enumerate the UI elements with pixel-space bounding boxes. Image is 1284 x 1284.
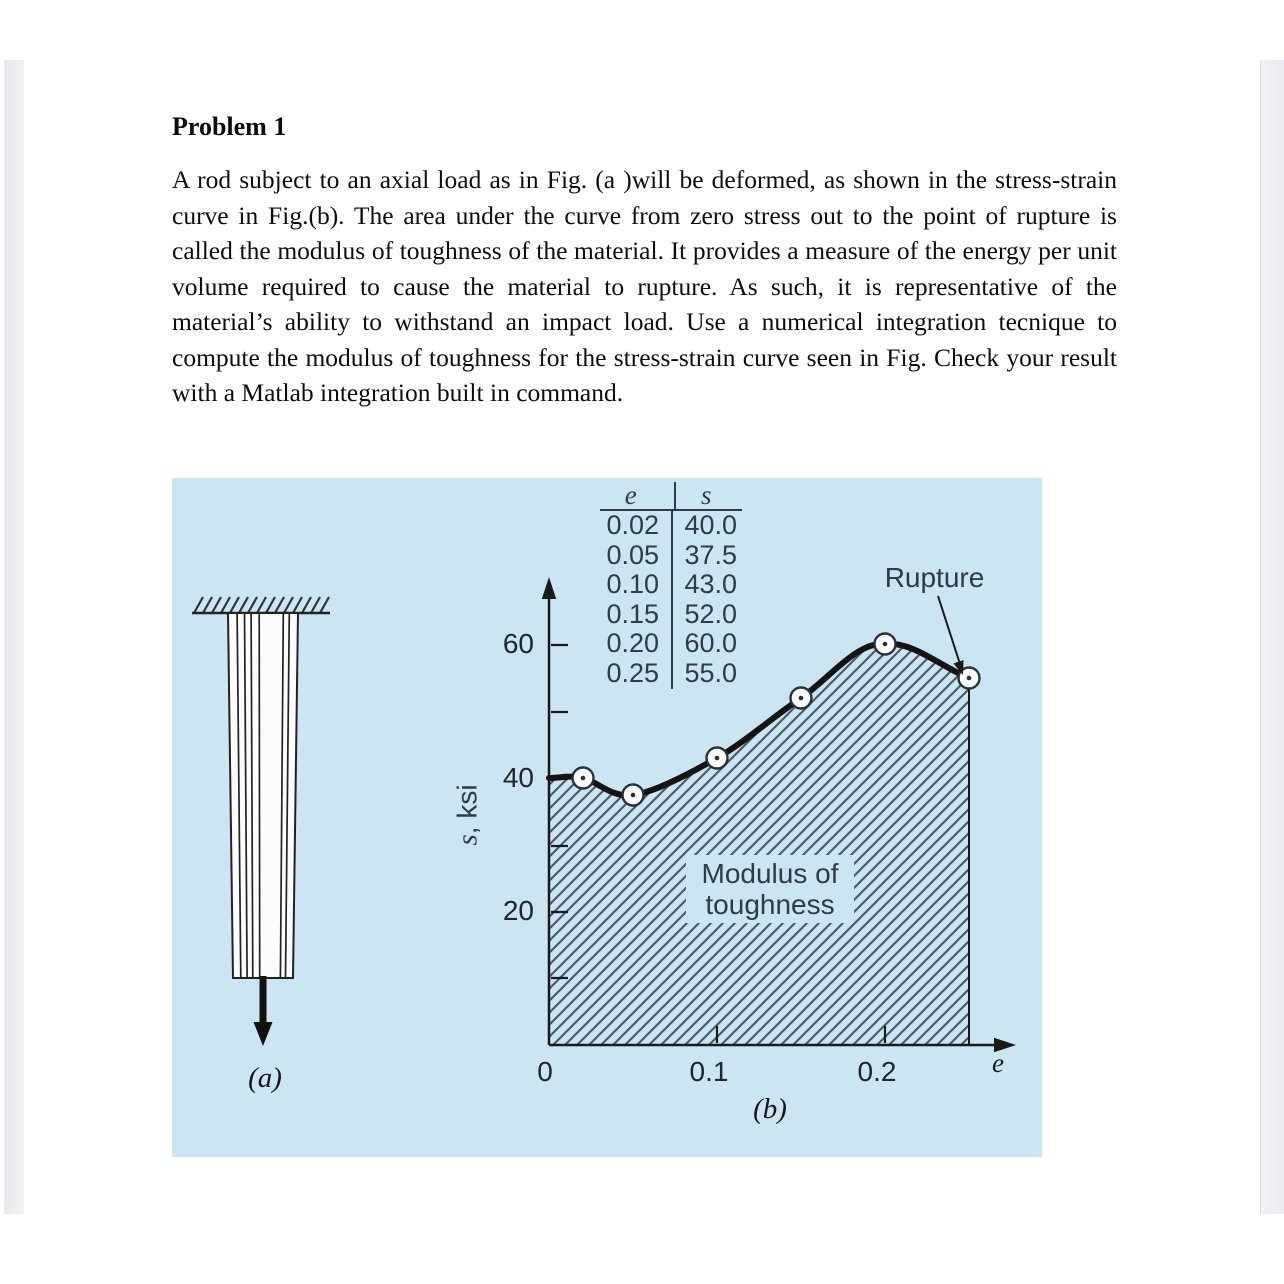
rod-diagram [192,597,330,1046]
figure-panel [172,478,1042,1157]
cell-e: 0.05 [606,539,659,570]
y-tick-label-20: 20 [502,895,534,926]
modulus-of-toughness-area [549,644,969,1045]
table-row [600,570,742,600]
cell-e: 0.25 [606,657,659,688]
cell-s: 55.0 [671,658,742,689]
rupture-label: Rupture [884,562,985,593]
table-row [600,659,742,689]
cell-s: 37.5 [671,540,742,571]
x-tick-label-0: 0 [537,1056,553,1087]
problem-statement: A rod subject to an axial load as in Fig. (a )will be deformed, as shown in the stress-strain curve in Fig.(b). The area under the curve from zero stress out to the point of rupture is called the modulus of toughness of the material. It provides a measure of the energy per unit volume required to cause the material to rupture. As such, it is representative of the material’s ability to withstand an impact load. Use a numerical integration tecnique to compute the modulus of toughness for the stress-strain curve seen in Fig. Check your result with a Matlab integration built in command. [172,165,1117,407]
cell-e: 0.20 [606,628,659,659]
cell-s: 43.0 [671,569,742,600]
axial-load-arrow [254,976,273,1046]
cell-e: 0.02 [606,510,659,541]
modulus-label-line2: toughness [705,889,835,920]
y-tick-label-60: 60 [502,628,534,659]
ceiling-hatch [194,597,329,613]
table-header-e: e [624,480,637,510]
table-row [600,600,742,630]
cell-s: 52.0 [671,599,742,630]
x-axis-label: e [992,1048,1004,1078]
problem-title: Problem 1 [172,112,287,141]
table-row [600,541,742,571]
x-tick-label-0.2: 0.2 [857,1056,897,1087]
modulus-of-toughness-label [686,855,854,923]
page-left-edge-shadow [4,60,24,1214]
cell-e: 0.10 [606,569,659,600]
cell-s: 40.0 [671,510,742,541]
table-header-row [600,480,742,511]
y-tick-label-40: 40 [502,762,534,793]
table-header-s: s [674,482,743,509]
page-right-edge-shadow [1260,60,1284,1214]
cell-e: 0.15 [606,598,659,629]
caption-a: (a) [248,1062,282,1094]
table-row [600,511,742,541]
x-tick-label-0.1: 0.1 [689,1056,729,1087]
strain-stress-table [600,480,742,688]
table-row [600,629,742,659]
y-axis-unit: , ksi [451,784,483,835]
y-axis-variable: s [451,834,484,846]
y-axis-label [452,784,485,845]
modulus-label-line1: Modulus of [701,858,839,889]
caption-b: (b) [753,1093,787,1125]
cell-s: 60.0 [671,628,742,659]
